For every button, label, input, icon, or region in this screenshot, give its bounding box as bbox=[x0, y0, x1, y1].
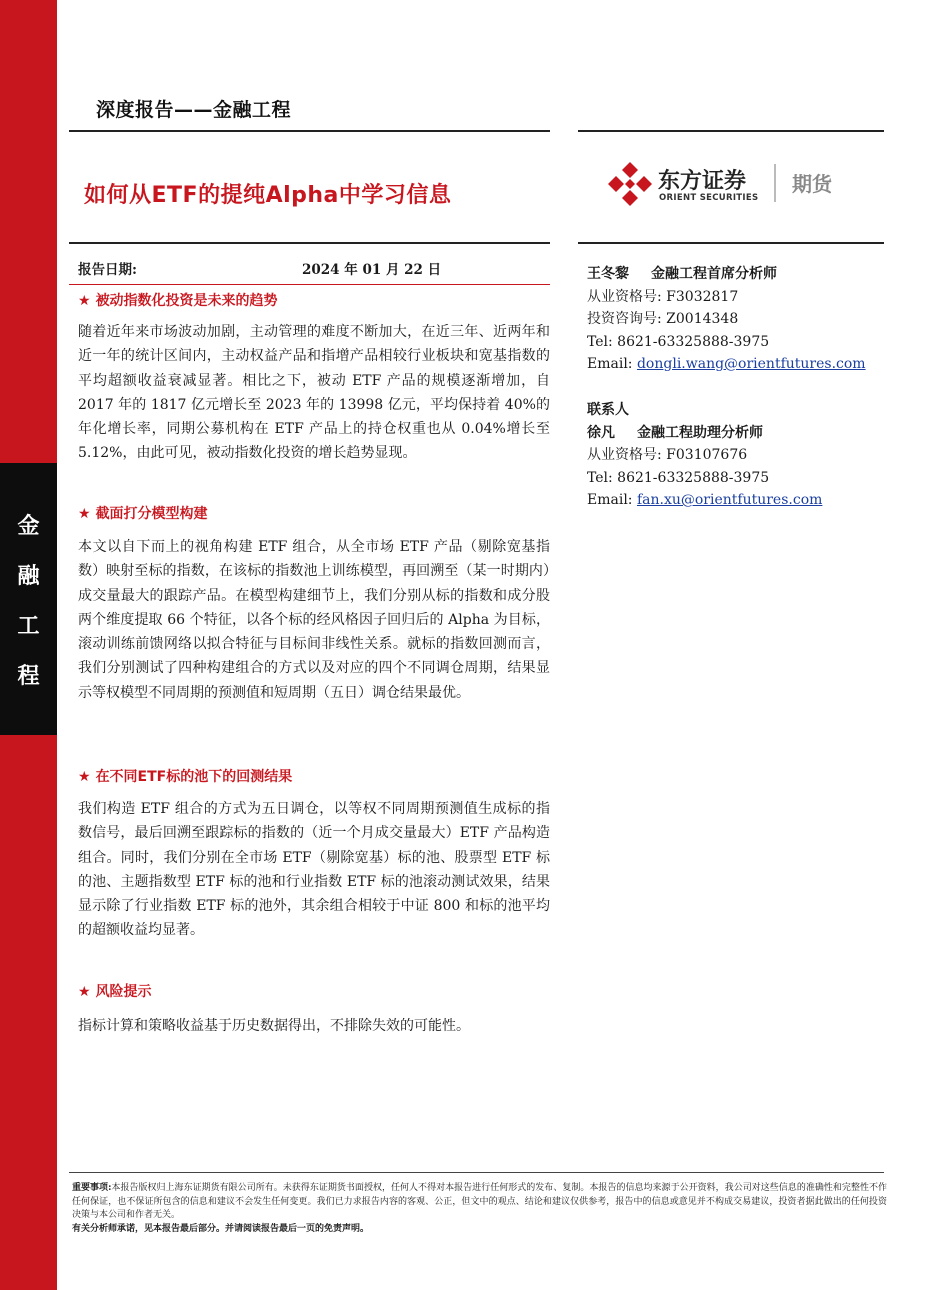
side-category-tab bbox=[0, 463, 57, 735]
contact-person bbox=[587, 399, 887, 512]
analyst-qualification: 从业资格号: F3032817 bbox=[587, 288, 739, 305]
contact-name-row bbox=[587, 422, 887, 445]
section-heading: ★ 被动指数化投资是未来的趋势 bbox=[78, 293, 278, 309]
side-tab-char: 工 bbox=[17, 614, 40, 639]
contact-qualification: 从业资格号: F03107676 bbox=[587, 447, 748, 463]
footer-rule bbox=[69, 1172, 884, 1173]
document-type: 深度报告——金融工程 bbox=[96, 99, 292, 121]
side-tab-char: 融 bbox=[17, 564, 40, 589]
contact-email-link[interactable]: fan.xu@orientfutures.com bbox=[636, 492, 823, 508]
analyst-title: 金融工程首席分析师 bbox=[651, 266, 777, 282]
section-body: 我们构造 ETF 组合的方式为五日调仓，以等权不同周期预测值生成标的指数信号，最后回溯至跟踪标的指数的（近一个月成交量最大）ETF 产品构造组合。同时，我们分别在全市场 ETF（剔除宽基）标的池、股票型 ETF 标的池、主题指数型 ETF 标的池和行业指数 ETF 标的池滚动测试效果，结果显示除了行业指数 ETF 标的池外，其余组合相较于中证 800 和标的池平均的超额收益均显著。 bbox=[78, 801, 550, 939]
section-body: 随着近年来市场波动加剧，主动管理的难度不断加大，在近三年、近两年和近一年的统计区间内，主动权益产品和指增产品相较行业板块和宽基指数的平均超额收益衰减显著。相比之下，被动 ETF 产品的规模逐渐增加，自 2017 年的 1817 亿元增长至 2023 年的 13998 亿元，平均保持着 40%的年化增长率，同期公募机构在 ETF 产品上的持仓权重也从 0.04%增长至 5.12%，由此可见，被动指数化投资的增长趋势显现。 bbox=[78, 324, 550, 462]
star-icon: ★ bbox=[78, 984, 91, 1000]
contact-name: 徐凡 bbox=[587, 424, 615, 441]
footer-note: 有关分析师承诺，见本报告最后部分。并请阅读报告最后一页的免责声明。 bbox=[72, 1223, 370, 1234]
logo-mark-icon bbox=[608, 162, 652, 206]
analyst-tel: Tel: 8621-63325888-3975 bbox=[587, 333, 770, 350]
logo-chinese-name: 东方证券 bbox=[658, 169, 747, 194]
header-rule-left bbox=[69, 130, 550, 132]
contact-email-row: Email: fan.xu@orientfutures.com bbox=[587, 492, 823, 508]
disclaimer-footer bbox=[72, 1182, 887, 1236]
title-rule-left bbox=[69, 242, 550, 244]
star-icon: ★ bbox=[78, 506, 91, 522]
section-heading: ★ 截面打分模型构建 bbox=[78, 506, 208, 522]
section-body: 本文以自下而上的视角构建 ETF 组合，从全市场 ETF 产品（剔除宽基指数）映射至标的指数，在该标的指数池上训练模型，再回溯至（某一时期内）成交量最大的跟踪产品。在模型构建细节上，我们分别从标的指数和成分股两个维度提取 66 个特征，以各个标的经风格因子回归后的 Alpha 为目标，滚动训练前馈网络以拟合特征与目标间非线性关系。就标的指数回测而言，我们分别测试了四种构建组合的方式以及对应的四个不同调仓周期，结果显示等权模型不同周期的预测值和短周期（五日）调仓结果最优。 bbox=[78, 539, 550, 701]
section-body: 指标计算和策略收益基于历史数据得出，不排除失效的可能性。 bbox=[78, 1018, 470, 1034]
contact-title: 金融工程助理分析师 bbox=[637, 424, 763, 441]
footer-text: 本报告版权归上海东证期货有限公司所有。未获得东证期货书面授权，任何人不得对本报告进行任何形式的发布、复制。本报告的信息均来源于公开资料，我公司对这些信息的准确性和完整性不作任何保证，也不保证所包含的信息和建议不会发生任何变更。我们已力求报告内容的客观、公正，但文中的观点、结论和建议仅供参考，报告中的信息或意见并不构成交易建议，投资者据此做出的任何投资决策与本公司和作者无关。 bbox=[72, 1183, 887, 1220]
analyst-name: 王冬黎 bbox=[587, 266, 629, 282]
analyst-email-row: Email: dongli.wang@orientfutures.com bbox=[587, 356, 866, 372]
analyst-name-row bbox=[587, 263, 887, 286]
report-date-value: 2024 年 01 月 22 日 bbox=[302, 262, 442, 278]
analyst-consult-number: 投资咨询号: Z0014348 bbox=[587, 311, 739, 327]
report-title: 如何从ETF的提纯Alpha中学习信息 bbox=[84, 183, 452, 208]
section-heading: ★ 风险提示 bbox=[78, 984, 152, 1000]
header-rule-right bbox=[578, 130, 884, 132]
primary-analyst bbox=[587, 263, 887, 376]
logo-divider bbox=[774, 164, 776, 202]
contact-tel: Tel: 8621-63325888-3975 bbox=[587, 469, 770, 486]
logo-english-name: ORIENT SECURITIES bbox=[659, 193, 759, 203]
report-date-label: 报告日期: bbox=[78, 262, 137, 278]
section-heading: ★ 在不同ETF标的池下的回测结果 bbox=[78, 769, 293, 785]
orient-securities-logo bbox=[608, 160, 848, 210]
side-tab-char: 金 bbox=[17, 514, 40, 539]
logo-futures-label: 期货 bbox=[792, 172, 832, 196]
date-underline bbox=[69, 284, 550, 285]
analyst-email-link[interactable]: dongli.wang@orientfutures.com bbox=[636, 356, 866, 372]
star-icon: ★ bbox=[78, 769, 91, 785]
footer-lead: 重要事项: bbox=[72, 1183, 112, 1193]
star-icon: ★ bbox=[78, 293, 91, 309]
title-rule-right bbox=[578, 242, 884, 244]
side-tab-char: 程 bbox=[17, 664, 40, 689]
contact-label: 联系人 bbox=[587, 402, 629, 418]
